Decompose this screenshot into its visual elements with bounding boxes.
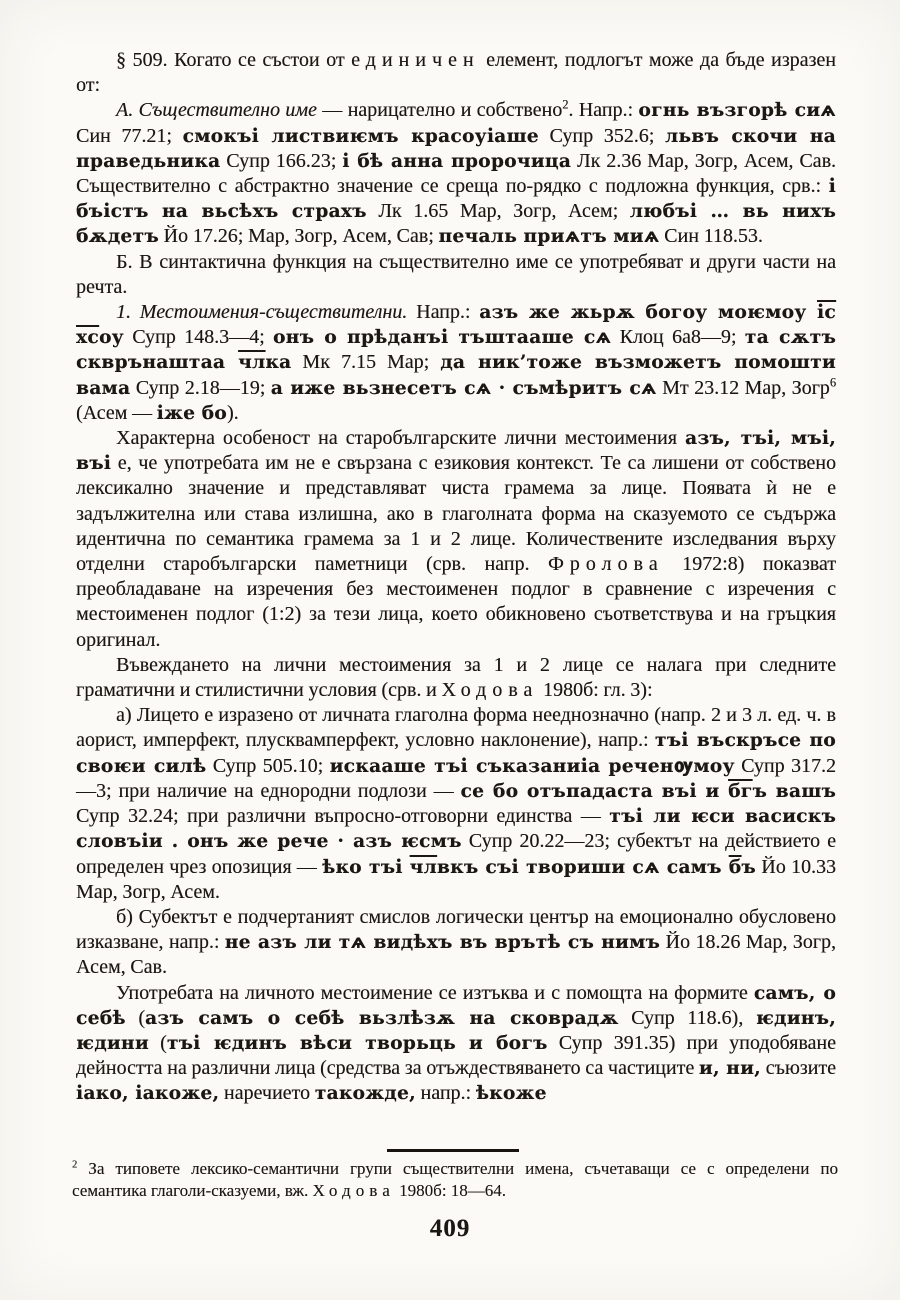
body-run: напр.: [415, 1082, 476, 1105]
old-bulgarian-quote: і бъістъ на вьсѣхъ страхъ [76, 176, 836, 223]
body-run: ( [125, 1006, 146, 1029]
body-run: б) Субектът е подчертаният смислов логически център на емоционално обусловено изказване, напр.: [76, 905, 836, 954]
old-bulgarian-quote: ѣкоже [475, 1083, 547, 1105]
old-bulgarian-quote: іже бо [156, 402, 227, 424]
body-run: Супр 32.24; при различни въпросно-отговорни единства — [76, 805, 610, 828]
paragraph-b-other-parts [76, 250, 836, 300]
body-run: Клоц 6а8—9; [611, 326, 745, 349]
paragraph-item-a [76, 703, 836, 905]
body-run: Ходова [441, 679, 539, 702]
old-bulgarian-quote: і бѣ анна пророчица [342, 150, 572, 172]
old-bulgarian-quote: да ник’тоже възможетъ помошти вама [76, 352, 837, 399]
body-run: Въвеждането на лични местоимения за 1 и 2 лице се налага при следните граматични и стилистични условия (срв. и [76, 653, 836, 702]
body-run: 1. Местоимения-съществителни. [116, 301, 408, 324]
old-bulgarian-quote: искааше тъі съказаниіа реченѹмоу [329, 755, 735, 777]
old-bulgarian-quote: б [728, 856, 742, 878]
body-run: Супр 166.23; [220, 149, 343, 172]
body-run: Супр 148.3—4; [123, 326, 273, 349]
old-bulgarian-quote: печаль приѧтъ миѧ [438, 226, 660, 248]
body-run: е, че употребата им не е свързана с езиковия контекст. Те са лишени от собствено лексикално значение и представляват чиста грамема за лице. Появата ѝ не е задължителна или става излишна, ако в глаголната форма на сказуемото се съдържа идентична по семантика грамема за 1 и 2 лице. Количествените изследвания върху отделни старобългарски паметници (срв. напр. [76, 452, 836, 576]
old-bulgarian-quote: онъ о прѣданъі тъштааше сѧ [273, 327, 612, 349]
body-run: А. Съществително име [116, 99, 317, 122]
paragraph-item-b [76, 905, 836, 981]
old-bulgarian-quote: та сѫтъ скврънаштаа [76, 327, 837, 374]
body-run: съюзите [760, 1057, 836, 1080]
body-run: Б. В синтактична функция на съществително име се употребяват и други части на речта. [76, 250, 836, 298]
body-run: Супр 505.10; [206, 754, 330, 777]
old-bulgarian-quote: ѥдинъ, ѥдини [76, 1007, 836, 1054]
old-bulgarian-quote: азъ же жьрѫ богоу моѥмоу [479, 302, 818, 324]
body-run: ). [227, 401, 239, 424]
old-bulgarian-quote: хс [76, 327, 99, 349]
paragraph-pronoun-emphasis [76, 981, 836, 1107]
body-run: единичен [351, 49, 480, 71]
old-bulgarian-quote: а иже вьзнесетъ сѧ · съмѣритъ сѧ [270, 377, 657, 399]
old-bulgarian-quote: и, ни, [698, 1058, 761, 1080]
body-run: Мт 23.12 Мар, Зогр [656, 376, 830, 399]
body-run: . Напр.: [568, 99, 639, 122]
body-run: Лк 2.36 Мар, Зогр, Асем, Сав. Съществително с абстрактно значение се среща по-рядко с подложна функция, срв.: [76, 149, 837, 198]
body-run: Супр 118.6), [618, 1006, 756, 1029]
body-run: Употребата на личното местоимение се изтъква и с помощта на формите [116, 981, 754, 1004]
old-bulgarian-quote: вкъ съі твориши сѧ самъ [436, 856, 729, 878]
footnote-text [72, 1158, 838, 1201]
body-run: § 509. Когато се състои от [116, 49, 352, 71]
old-bulgarian-quote: львъ скочи на праведьника [76, 125, 837, 172]
body-run: (Асем — [76, 401, 157, 424]
body-run: Йо 10.33 Мар, Зогр, Асем. [76, 855, 836, 903]
body-run: елемент, подлогът може да бъде изразен от: [76, 49, 836, 97]
body-run: Син 77.21; [76, 124, 183, 147]
body-run: Супр 317.2—3; при наличие на еднородни подлози — [76, 754, 837, 802]
body-run: Супр 391.35) при уподобяване дейността на различни лица (средства за отъждествяването са частиците [76, 1031, 836, 1080]
old-bulgarian-quote: оу [98, 327, 124, 349]
body-run: а) Лицето е изразено от личната глаголна форма нееднозначно (напр. 2 и 3 л. ед. ч. в аорист, имперфект, плусквамперфект, условно наклонение), напр.: [76, 704, 836, 752]
old-bulgarian-quote: любъі … вь нихъ бѫдетъ [76, 201, 836, 248]
old-bulgarian-quote: смокъі листвиѥмъ красоуіаше [182, 125, 539, 147]
old-bulgarian-quote: іако, іакоже, [76, 1083, 220, 1105]
body-run: — нарицателно и собствено [316, 99, 563, 122]
old-bulgarian-quote: огнь възгорѣ сиѧ [638, 100, 837, 122]
body-text [76, 48, 836, 1107]
old-bulgarian-quote: чл [238, 352, 266, 374]
body-run: Супр 20.22—23; субектът на действието е определен чрез опозиция — [76, 830, 837, 878]
body-run: Син 118.53. [659, 225, 763, 248]
paragraph-1-pronouns [76, 300, 836, 426]
old-bulgarian-quote: самъ, о себѣ [76, 982, 836, 1029]
body-run: Супр 352.6; [538, 124, 665, 147]
body-run: 2 [562, 97, 569, 112]
footnote-separator [387, 1149, 519, 1152]
page-number: 409 [429, 1215, 471, 1242]
old-bulgarian-quote: не азъ ли тѧ видѣхъ въ врътѣ съ нимъ [224, 932, 661, 954]
old-bulgarian-quote: азъ, тъі, мъі, въі [76, 428, 836, 475]
paragraph-personal-pronouns-feature [76, 426, 836, 653]
old-bulgarian-quote: тъі въскръсе по своѥи силѣ [76, 730, 836, 777]
old-bulgarian-quote: ъ вашъ [752, 780, 837, 802]
body-run: Йо 18.26 Мар, Зогр, Асем, Сав. [76, 931, 836, 979]
old-bulgarian-quote: ъ [741, 856, 756, 878]
body-run: 1980б: 18—64. [394, 1180, 506, 1200]
body-run: 6 [829, 374, 837, 389]
old-bulgarian-quote: азъ самъ о себѣ вьзлѣзѫ на сковрадѫ [145, 1007, 619, 1029]
body-run: 1972:8) показват преобладаване на изречения без местоименен подлог в сравнение с изречения с местоименен подлог (1:2) за тези лица, което обикновено съответствува и на гръцкия оригинал. [76, 553, 836, 651]
paragraph-509-intro [76, 48, 836, 98]
old-bulgarian-quote: ѣко тъі [322, 856, 410, 878]
old-bulgarian-quote: чл [409, 856, 437, 878]
body-run: Йо 17.26; Мар, Зогр, Асем, Сав; [158, 225, 439, 248]
old-bulgarian-quote: се бо отъпадаста въі и [460, 780, 729, 802]
old-bulgarian-quote: бг [728, 780, 753, 802]
body-run: Супр 2.18—19; [130, 376, 271, 399]
body-run: Характерна особеност на старобългарските лични местоимения [116, 427, 686, 450]
body-run: Ходова [312, 1180, 395, 1200]
body-run: ( [148, 1031, 167, 1054]
body-run: Напр.: [407, 301, 480, 324]
body-run: Лк 1.65 Мар, Зогр, Асем; [366, 200, 630, 223]
body-run: Мк 7.15 Мар; [291, 351, 441, 374]
body-run: наречието [219, 1082, 315, 1105]
old-bulgarian-quote: іс [817, 302, 836, 324]
body-run: За типовете лексико-семантични групи съществителни имена, съчетаващи се с определени по семантика глаголи-сказуеми, вж. [72, 1159, 838, 1200]
body-run: 2 [72, 1159, 78, 1171]
paragraph-a-substantive [76, 98, 836, 249]
body-run: 1980б: гл. 3): [538, 679, 653, 702]
body-run: Фролова [548, 553, 664, 576]
paragraph-introduction-conditions [76, 653, 836, 703]
old-bulgarian-quote: тъі ѥдинъ вѣси творьць и богъ [166, 1032, 548, 1054]
old-bulgarian-quote: тъі ли ѥси васискъ словъіи . онъ же рече · азъ ѥсмъ [76, 806, 836, 853]
old-bulgarian-quote: такожде, [314, 1083, 416, 1105]
old-bulgarian-quote: ка [265, 352, 292, 374]
